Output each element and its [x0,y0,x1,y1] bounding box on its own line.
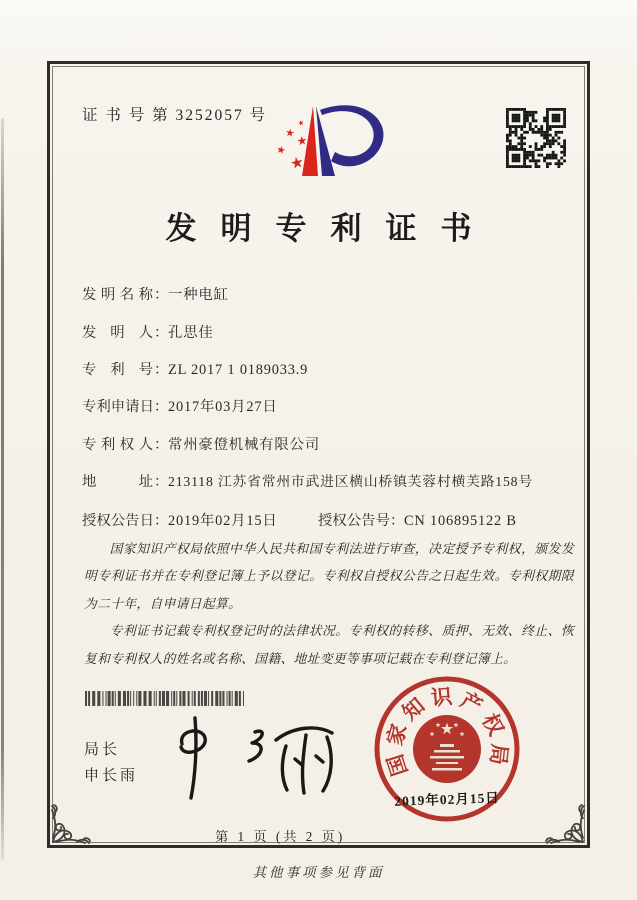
field-grant-no [318,509,517,530]
signatory-title: 局长 [84,742,121,758]
field-colon: ： [154,513,169,529]
field-colon: ： [390,513,405,529]
field-value: 一种电缸 [168,287,229,303]
field-label: 专利申请日 [82,399,154,415]
seal-date: 2019年02月15日 [394,790,501,809]
field-colon: ： [154,474,169,490]
field-inventor [82,321,214,342]
field-invention-name [82,283,229,304]
field-colon: ： [154,399,169,415]
seal-national-emblem [413,715,481,783]
corner-ornament-bottom-right-icon [529,788,585,844]
svg-text:识: 识 [429,684,454,711]
field-label: 专利号 [82,362,153,378]
field-value: 孔思佳 [168,325,214,341]
qr-code-icon [506,108,566,168]
field-patentee [82,433,320,454]
certificate-number: 证 书 号 第 3252057 号 [82,107,268,124]
field-value: ZL 2017 1 0189033.9 [168,362,309,378]
field-colon: ： [154,362,169,378]
field-address [82,470,533,491]
page-number: 第 1 页 (共 2 页) [215,829,346,844]
cnipa-logo-icon [268,98,394,186]
logo-blue-stem [316,106,335,176]
svg-text:知: 知 [397,693,430,726]
svg-text:权: 权 [477,709,509,740]
field-label: 地址 [82,474,153,490]
field-value: 常州豪僜机械有限公司 [168,437,320,453]
field-colon: ： [154,325,169,341]
field-label: 专利权人 [82,437,153,453]
scan-edge-shadow [1,118,4,860]
field-patent-no [82,358,308,379]
logo-red-wedge [302,106,318,176]
logo-stars [276,119,307,169]
svg-text:国: 国 [382,751,413,779]
field-value: 2017年03月27日 [168,399,278,415]
field-filing-date [82,395,278,416]
legal-paragraph-2: 专利证书记载专利权登记时的法律状况。专利权的转移、质押、无效、终止、恢复和专利权人的姓名或名称、国籍、地址变更等事项记载在专利登记簿上。 [84,624,574,666]
field-colon: ： [154,287,169,303]
signature-handwriting-icon [158,704,344,804]
legal-text [84,536,574,673]
field-label: 发明人 [82,325,153,341]
legal-paragraph-1: 国家知识产权局依照中华人民共和国专利法进行审查，决定授予专利权，颁发发明专利证书并在专利登记簿上予以登记。专利权自授权公告之日起生效。专利权期限为二十年，自申请日起算。 [84,542,574,611]
back-side-note: 其他事项参见背面 [252,865,385,880]
signatory-name: 申长雨 [84,768,139,784]
field-value: 2019年02月15日 [168,513,278,529]
field-label: 授权公告号 [318,513,390,529]
field-value: 213118 江苏省常州市武进区横山桥镇芙蓉村横芙路158号 [168,474,533,489]
corner-ornament-bottom-left-icon [51,788,107,844]
certificate-title: 发明专利证书 [165,211,496,246]
field-value: CN 106895122 B [404,513,517,529]
svg-text:家: 家 [382,721,412,749]
svg-text:产: 产 [456,687,487,719]
field-label: 发明名称 [82,287,153,303]
field-colon: ： [154,437,169,453]
field-grant-row [82,509,517,530]
svg-text:局: 局 [485,742,512,767]
field-label: 授权公告日 [82,513,154,529]
